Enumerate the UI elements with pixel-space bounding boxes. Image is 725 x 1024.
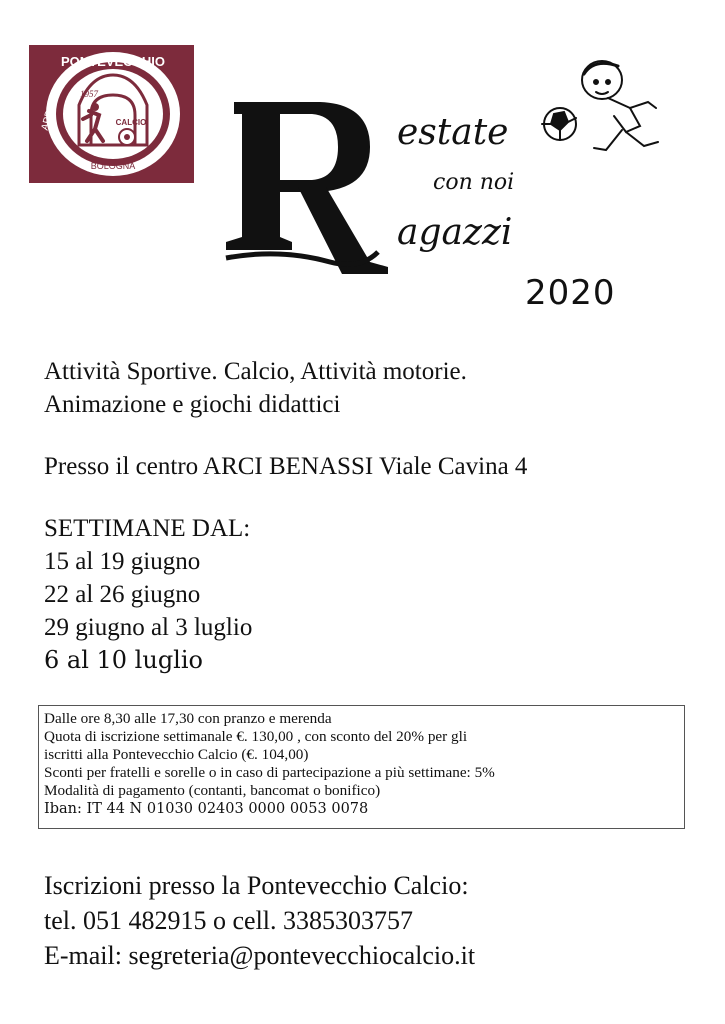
title-con-noi: con noi	[433, 170, 515, 195]
week-item: 22 al 26 giugno	[44, 581, 201, 608]
title-estate: estate	[397, 112, 509, 153]
week-item: 15 al 19 giugno	[44, 548, 201, 575]
week-item: 6 al 10 luglio	[44, 646, 203, 674]
logo-club-name: PONTEVECCHIO	[60, 54, 166, 69]
info-hours: Dalle ore 8,30 alle 17,30 con pranzo e merenda	[44, 710, 332, 727]
contacts-registration: Iscrizioni presso la Pontevecchio Calcio:	[44, 871, 469, 900]
logo-city: BOLOGNA	[90, 161, 136, 171]
info-iban: Iban: IT 44 N 01030 02403 0000 0053 0078	[44, 801, 369, 817]
info-payment: Modalità di pagamento (contanti, bancomat o bonifico)	[44, 782, 381, 799]
title-agazzi: agazzi	[397, 212, 513, 253]
location-text: Presso il centro ARCI BENASSI Viale Cavina 4	[44, 453, 528, 480]
info-fee: Quota di iscrizione settimanale €. 130,00 , con sconto del 20% per gli	[44, 728, 468, 745]
activity-line: Attività Sportive. Calcio, Attività motorie.	[44, 358, 467, 385]
logo-apd: APD	[39, 108, 56, 132]
contacts-phone: tel. 051 482915 o cell. 3385303757	[44, 906, 414, 935]
contacts-block	[44, 868, 475, 973]
activities-block	[44, 355, 467, 421]
logo-calcio: CALCIO	[115, 118, 147, 127]
weeks-block	[44, 512, 252, 677]
info-fee-member: iscritti alla Pontevecchio Calcio (€. 104,00)	[44, 746, 309, 763]
title-initial-text: R	[220, 47, 233, 66]
info-box	[38, 705, 685, 829]
logo-year: 1957	[80, 89, 98, 99]
title-year: 2020	[525, 273, 616, 313]
weeks-heading: SETTIMANE DAL:	[44, 515, 251, 542]
club-crest-icon	[29, 45, 194, 183]
info-discounts: Sconti per fratelli e sorelle o in caso di partecipazione a più settimane: 5%	[44, 764, 495, 781]
activity-line: Animazione e giochi didattici	[44, 391, 341, 418]
week-item: 29 giugno al 3 luglio	[44, 614, 253, 641]
club-logo	[29, 45, 194, 183]
kid-playing-football-icon	[538, 52, 668, 171]
contacts-email: E-mail: segreteria@pontevecchiocalcio.it	[44, 941, 476, 970]
title-initial-r	[220, 47, 390, 282]
